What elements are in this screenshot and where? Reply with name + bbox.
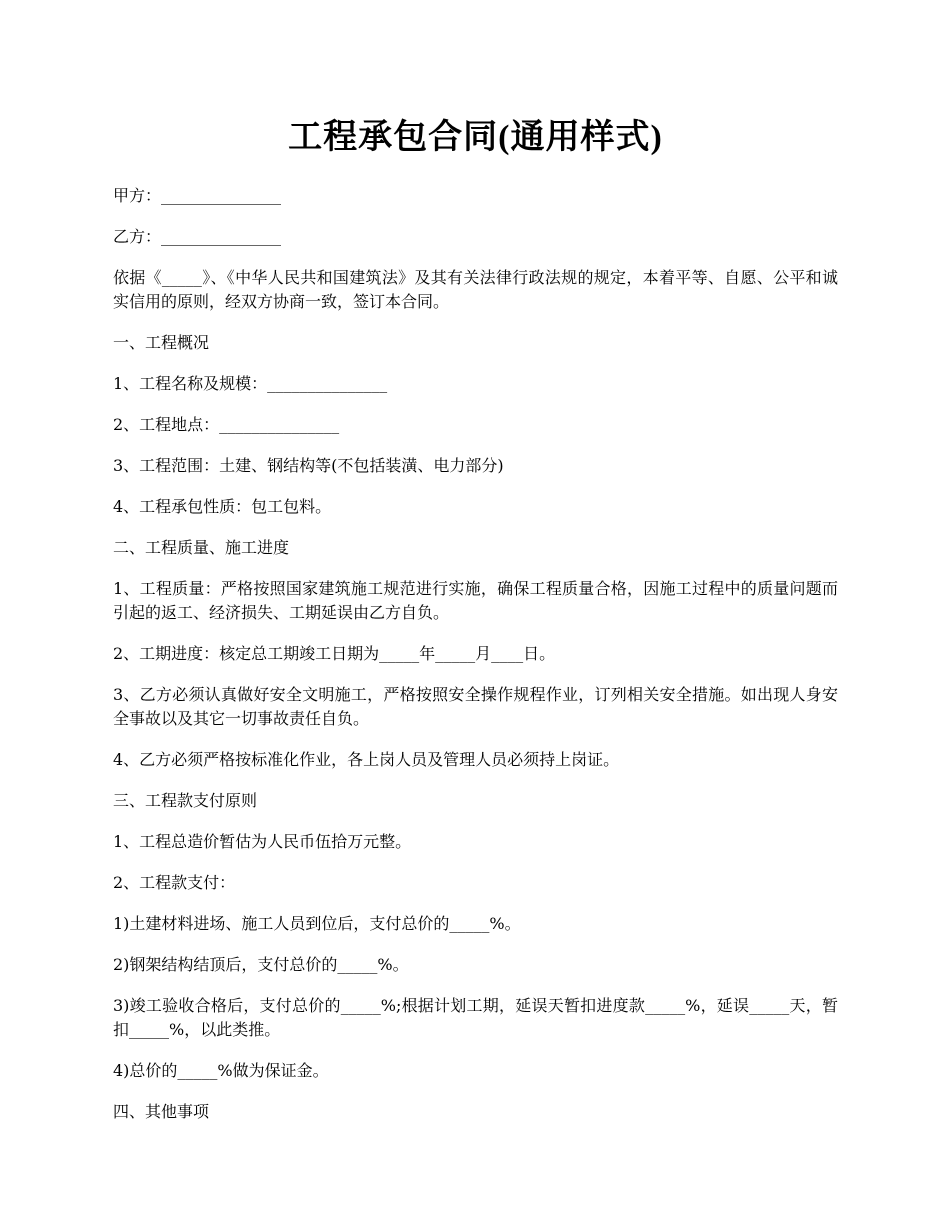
clause-project-location: 2、工程地点：_______________: [113, 415, 340, 434]
clause-total-price: 1、工程总造价暂估为人民币伍拾万元整。: [113, 832, 412, 851]
clause-certification: 4、乙方必须严格按标准化作业，各上岗人员及管理人员必须持上岗证。: [113, 750, 620, 769]
party-b-line: 乙方：_______________: [113, 227, 282, 246]
clause-quality: 1、工程质量：严格按照国家建筑施工规范进行实施，确保工程质量合格，因施工过程中的质量问题而引起的返工、经济损失、工期延误由乙方自负。: [113, 579, 838, 622]
party-a-line: 甲方：_______________: [113, 186, 282, 205]
page-title: 工程承包合同(通用样式): [288, 119, 663, 156]
clause-contract-nature: 4、工程承包性质：包工包料。: [113, 497, 332, 516]
payment-item-4: 4)总价的_____%做为保证金。: [113, 1061, 329, 1080]
payment-item-2: 2)钢架结构结顶后，支付总价的_____%。: [113, 955, 409, 974]
preamble-paragraph: 依据《_____》、《中华人民共和国建筑法》及其有关法律行政法规的规定，本着平等、自愿、公平和诚实信用的原则，经双方协商一致，签订本合同。: [113, 268, 838, 311]
contract-page: [113, 110, 838, 1124]
clause-project-scope: 3、工程范围：土建、钢结构等(不包括装潢、电力部分): [113, 456, 504, 475]
clause-schedule: 2、工期进度：核定总工期竣工日期为_____年_____月____日。: [113, 644, 556, 663]
payment-item-3: 3)竣工验收合格后，支付总价的_____%;根据计划工期，延误天暂扣进度款_____%，延误_____天，暂扣_____%，以此类推。: [113, 996, 838, 1039]
section-heading-overview: 一、工程概况: [113, 333, 210, 352]
section-heading-other: 四、其他事项: [113, 1102, 210, 1121]
section-heading-quality-progress: 二、工程质量、施工进度: [113, 538, 290, 557]
clause-payment-heading: 2、工程款支付：: [113, 873, 236, 892]
clause-project-name: 1、工程名称及规模：_______________: [113, 374, 388, 393]
section-heading-payment: 三、工程款支付原则: [113, 791, 258, 810]
clause-safety: 3、乙方必须认真做好安全文明施工，严格按照安全操作规程作业，订列相关安全措施。如出现人身安全事故以及其它一切事故责任自负。: [113, 685, 838, 728]
payment-item-1: 1)土建材料进场、施工人员到位后，支付总价的_____%。: [113, 914, 521, 933]
